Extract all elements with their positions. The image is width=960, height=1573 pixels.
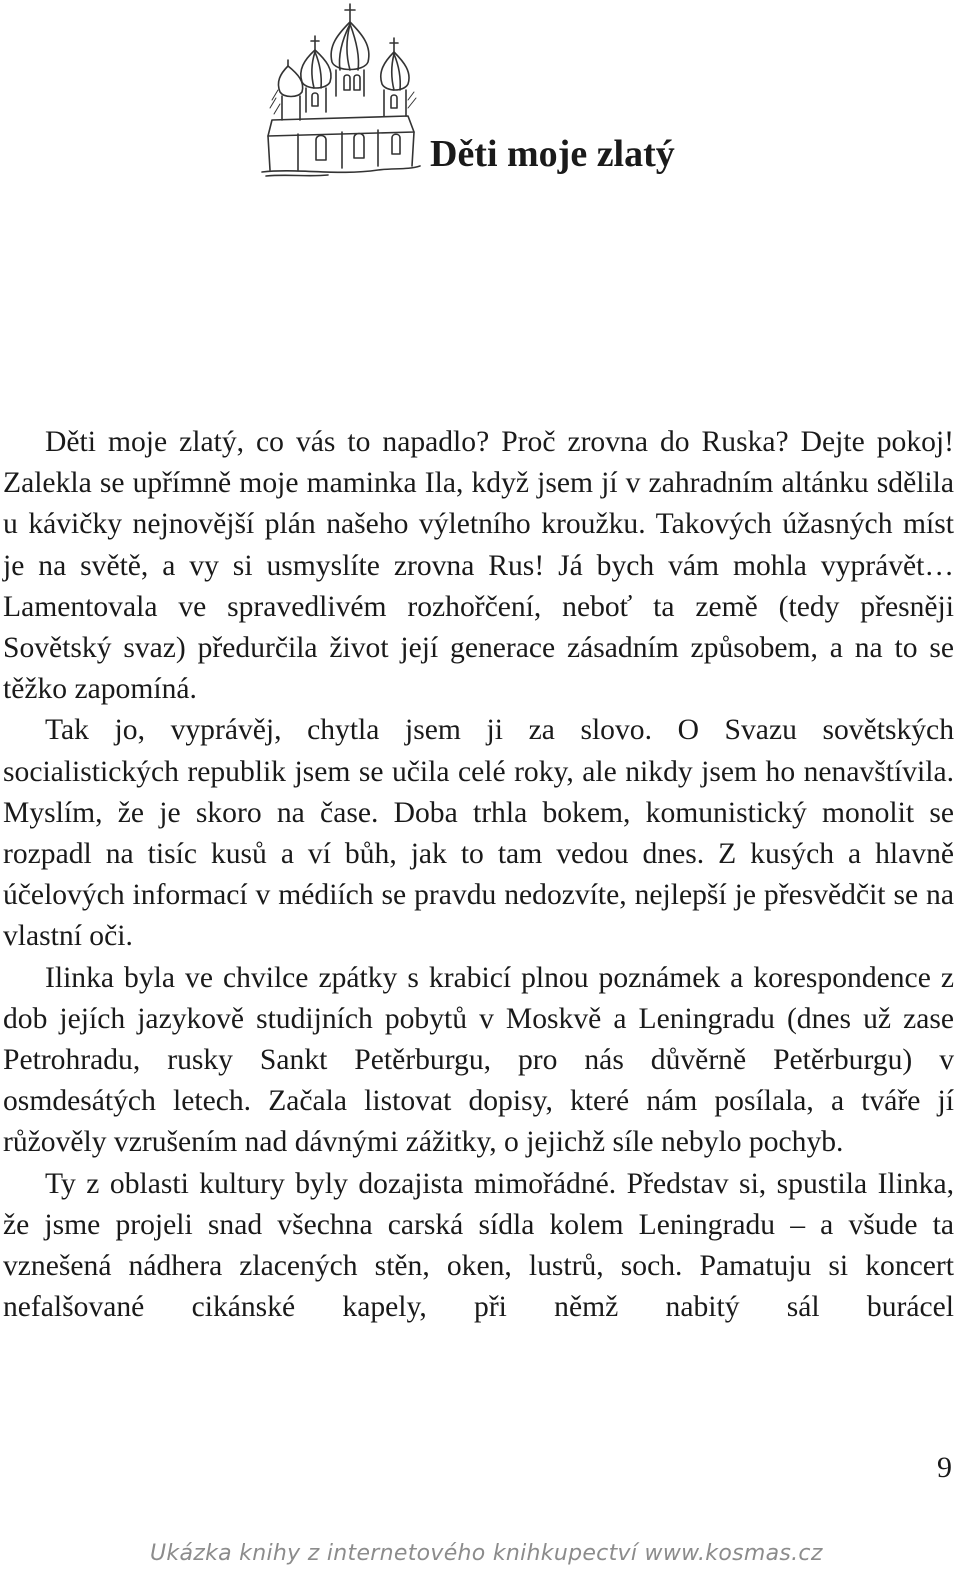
- paragraph: Děti moje zlatý, co vás to napadlo? Proč zrovna do Ruska? Dejte pokoj! Zalekla se upřímně moje maminka Ila, když jsem jí v zahradním altánku sdělila u kávičky nejnovější plán našeho výletního kroužku. Takových úžasných míst je na světě, a vy si usmyslíte zrovna Rus! Já bych vám mohla vyprávět… Lamentovala ve spravedlivém rozhořčení, neboť ta země (tedy přesněji Sovětský svaz) předurčila život její generace zásadním způsobem, a na to se těžko zapomíná.: [3, 426, 954, 706]
- footer-watermark: Ukázka knihy z internetového knihkupectví www.kosmas.cz: [150, 1541, 823, 1566]
- page-number: 9: [937, 1451, 952, 1484]
- paragraph: Ty z oblasti kultury byly dozajista mimořádné. Představ si, spustila Ilinka, že jsme projeli snad všechna carská sídla kolem Leningradu – a všude ta vznešená nádhera zlacených stěn, oken, lustrů, soch. Pamatuju si koncert nefalšované cikánské kapely, při němž nabitý sál burácel: [3, 1167, 954, 1324]
- church-domes-icon: [258, 0, 423, 178]
- paragraph: Ilinka byla ve chvilce zpátky s krabicí plnou poznámek a korespondence z dob jejích jazykově studijních pobytů v Moskvě a Leningradu (dnes už zase Petrohradu, rusky Sankt Petěrburgu, pro nás důvěrně Petěrburgu) v osmdesátých letech. Začala listovat dopisy, které nám posílala, a tváře jí růžověly vzrušením nad dávnými zážitky, o jejichž síle nebylo pochyb.: [3, 961, 954, 1159]
- chapter-title: Děti moje zlatý: [430, 133, 675, 175]
- paragraph: Tak jo, vyprávěj, chytla jsem ji za slovo. O Svazu sovětských socialistických republik jsem se učila celé roky, ale nikdy jsem ho nenavštívila. Myslím, že je skoro na čase. Doba trhla bokem, komunistický monolit se rozpadl na tisíc kusů a ví bůh, jak to tam vedou dnes. Z kusých a hlavně účelových informací v médiích se pravdu nedozvíte, nejlepší je přesvědčit se na vlastní oči.: [3, 714, 954, 953]
- body-text: [3, 422, 954, 1328]
